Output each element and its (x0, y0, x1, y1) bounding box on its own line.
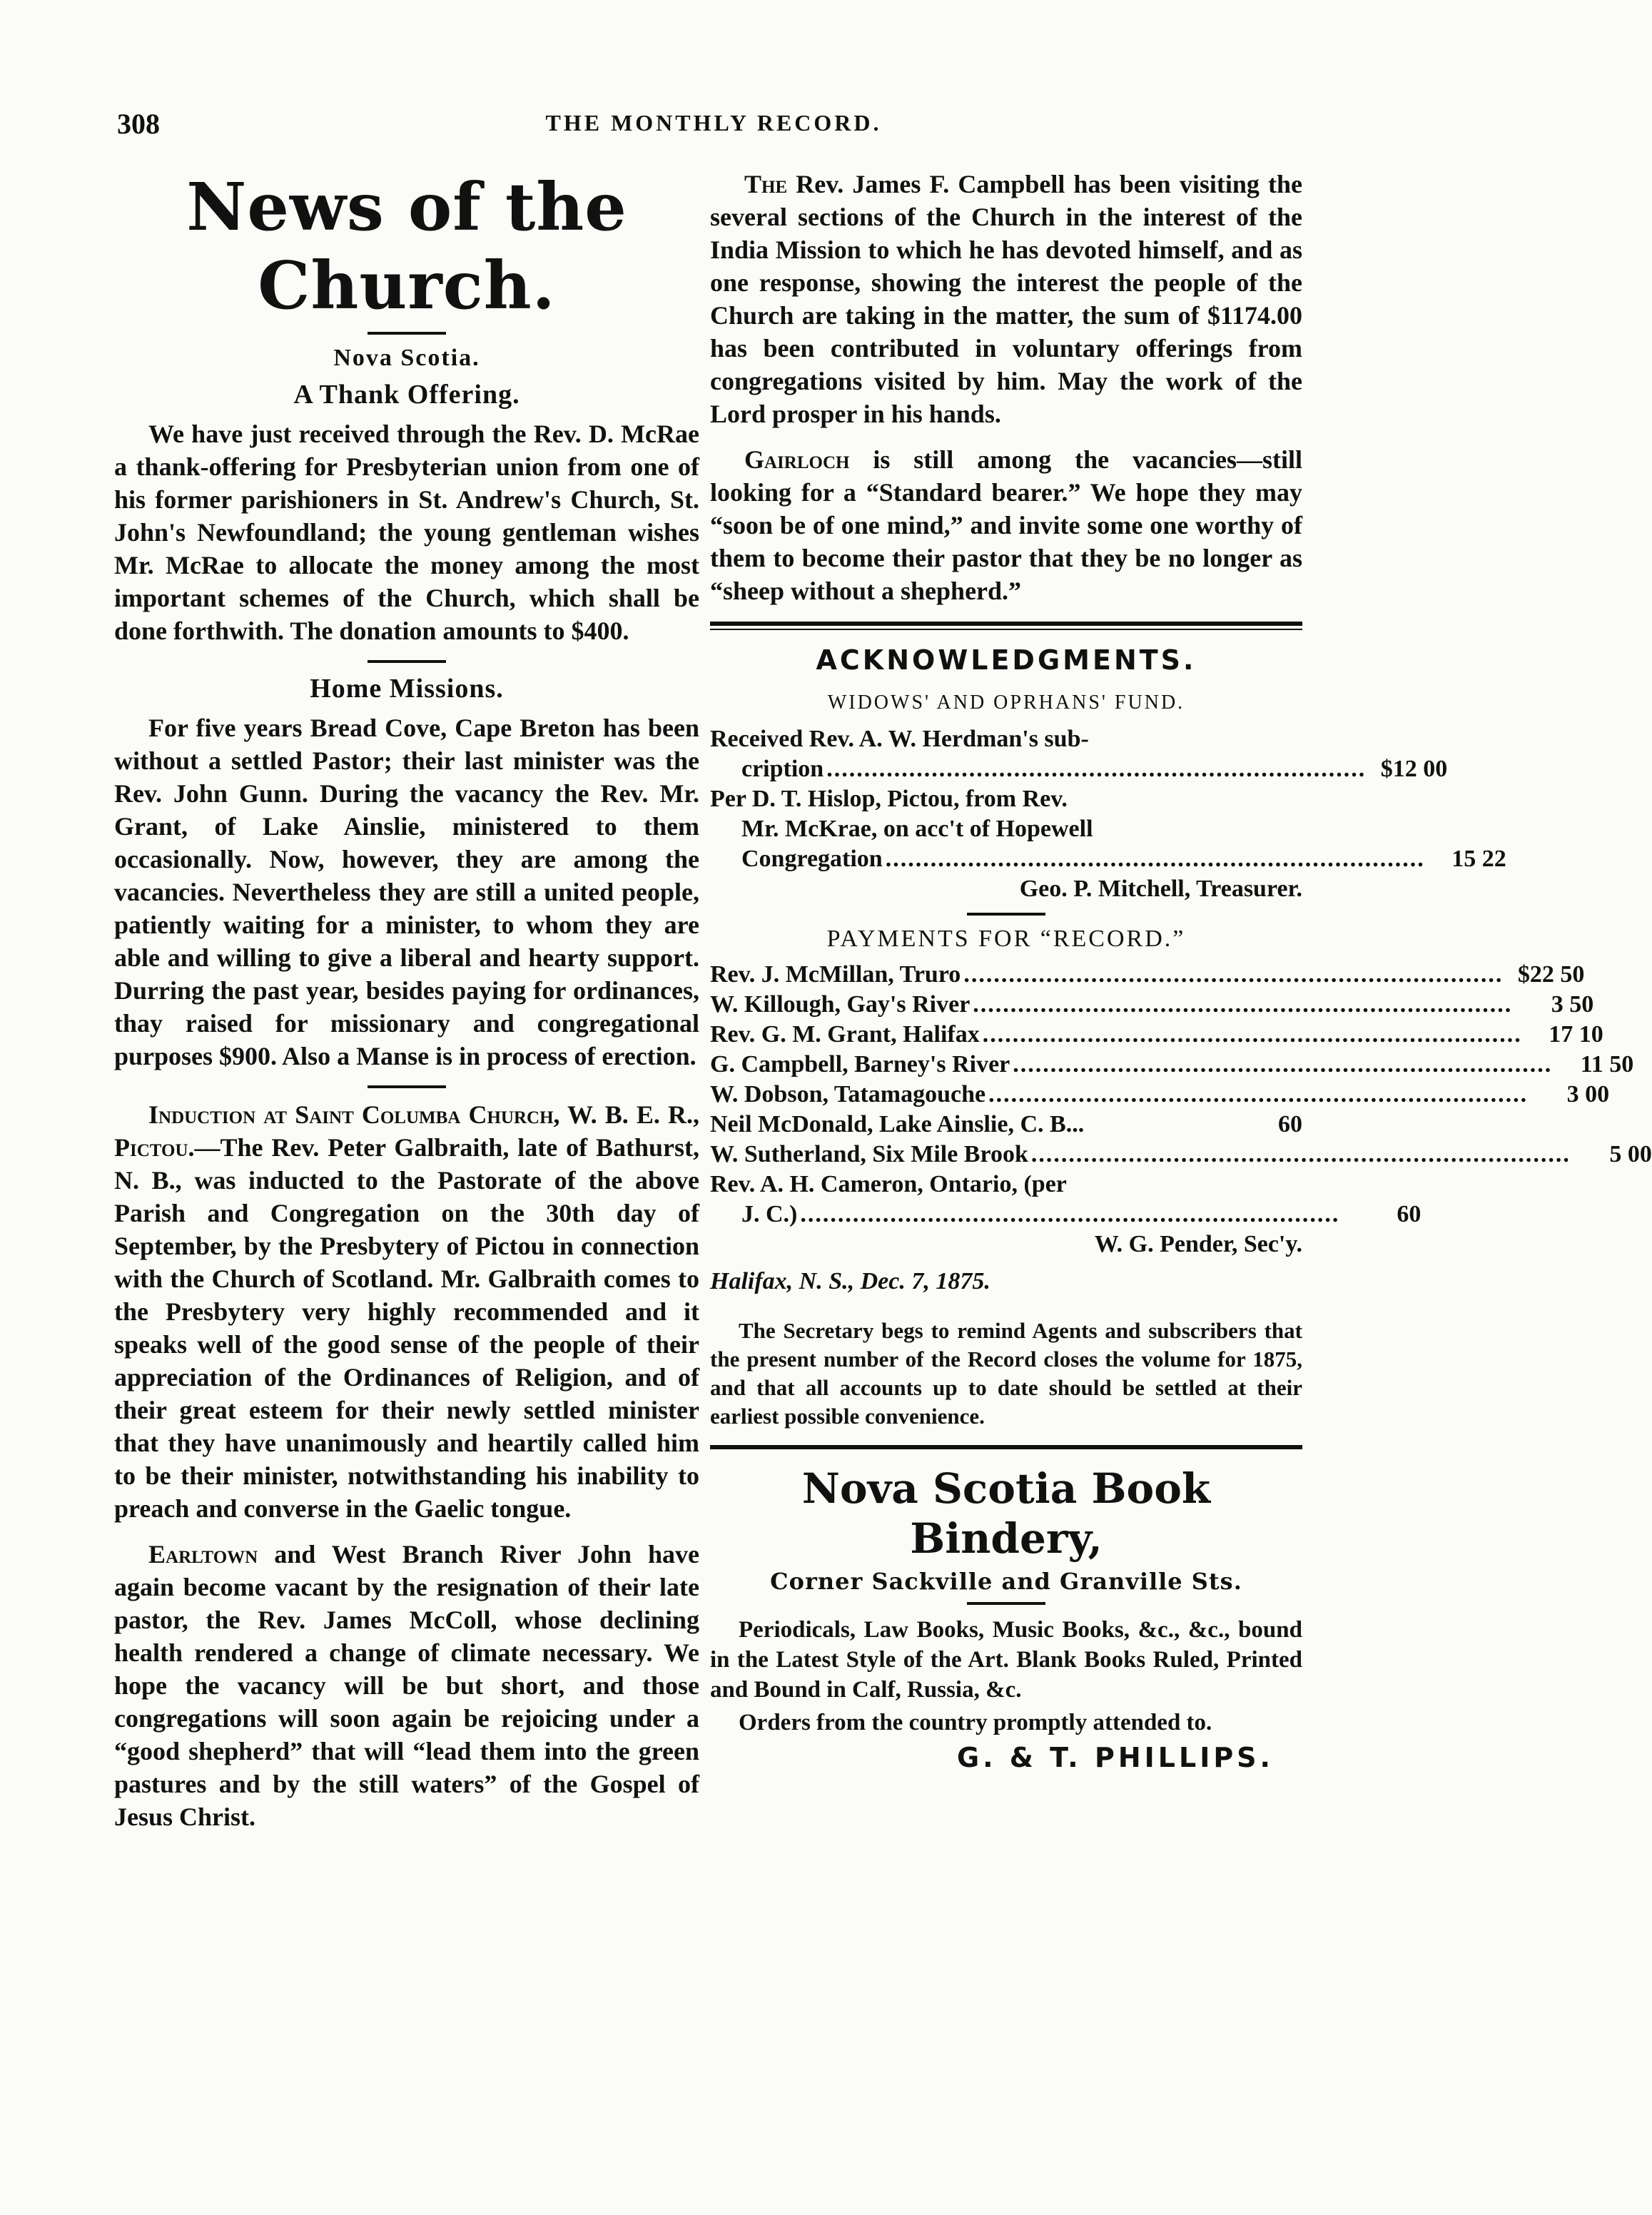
bindery-signature: G. & T. PHILLIPS. (956, 1742, 1274, 1773)
fund-entry-row (710, 754, 1448, 784)
leader-dots: ........................................................................ (988, 1081, 1529, 1108)
divider (967, 913, 1045, 916)
fund-title: WIDOWS' AND OPRHANS' FUND. (827, 691, 1185, 714)
leader-dots: ........................................................................ (973, 991, 1513, 1018)
bindery-services: Periodicals, Law Books, Music Books, &c., &c., bound in the Latest Style of the Art. Blank Books Ruled, Printed and Bound in Calf, Russia, &c. (710, 1617, 1302, 1703)
payment-row (710, 960, 1585, 990)
payment-amount: 60 (1278, 1111, 1302, 1137)
running-head (107, 107, 1320, 150)
leader-dots: ........................................................................ (1013, 1051, 1553, 1078)
payment-row (710, 1050, 1634, 1080)
payment-name: Rev. G. M. Grant, Halifax (710, 1021, 980, 1048)
home-missions-heading: Home Missions. (310, 674, 504, 704)
payment-row-cont (710, 1200, 1422, 1230)
divider (368, 1085, 446, 1088)
payment-amount: 3 00 (1566, 1081, 1610, 1108)
thank-offering-heading: A Thank Offering. (293, 380, 520, 410)
payment-amount: $22 50 (1517, 961, 1585, 988)
payment-row (710, 1110, 1302, 1140)
secretary-notice: The Secretary begs to remind Agents and subscribers that the present number of the Record closes the volume for 1875, and that all accounts up to date should be settled at their earliest possible convenience. (710, 1318, 1302, 1429)
fund-entry-label: cription (741, 756, 824, 782)
home-missions-text: For five years Bread Cove, Cape Breton has been without a settled Pastor; their last minister was the Rev. John Gunn. During the vacancy the Rev. Mr. Grant, of Lake Ainslie, ministered to them occasionally. Now, however, they are among the vacancies. Nevertheless they are still a united people, patiently waiting for a minister, to whom they are able and willing to give a liberal and hearty support. Durring the past year, besides paying for ordinances, thay raised for missionary and congregational purposes $900. Also a Manse is in process of erection. (114, 714, 699, 1070)
payment-row (710, 1080, 1610, 1110)
leader-dots: ........................................................................ (1030, 1141, 1571, 1167)
fund-entry-line: Received Rev. A. W. Herdman's sub- (710, 726, 1089, 752)
divider (710, 629, 1302, 630)
fund-entry (710, 784, 1506, 874)
gairloch-paragraph (710, 443, 1302, 607)
divider (368, 332, 446, 335)
earltown-paragraph (114, 1538, 699, 1833)
campbell-text: Rev. James F. Campbell has been visiting the several sections of the Church in the interest of the India Mission to which he has devoted himself, and as one response, showing the interest the people of the Church are taking in the matter, the sum of $1174.00 has been contributed in voluntary offerings from congregations visited by him. May the work of the Lord prosper in his hands. (710, 170, 1302, 428)
payment-row (710, 1020, 1603, 1050)
divider (967, 1602, 1045, 1605)
fund-entry-amount: $12 00 (1380, 756, 1448, 782)
leader-dots: ........................................................................ (826, 756, 1367, 782)
bindery-name: Nova Scotia Book Bindery, (801, 1464, 1211, 1563)
payment-name: W. Dobson, Tatamagouche (710, 1081, 986, 1108)
induction-text: —The Rev. Peter Galbraith, late of Bathurst, N. B., was inducted to the Pastorate of the above Parish and Congregation on the 30th day of September, by the Presbytery of Pictou in connection with the Church of Scotland. Mr. Galbraith comes to the Presbytery very highly recommended and it speaks well of the good sense of the people of their appreciation of the Ordinances of Religion, and of their great esteem for their newly settled minister that they have unanimously and heartily called him to be their minister, notwithstanding his inability to preach and converse in the Gaelic tongue. (114, 1133, 699, 1523)
payment-amount: 3 50 (1551, 991, 1594, 1018)
gairloch-text: is still among the vacancies—still looking for a “Standard bearer.” We hope they may “soon be of one mind,” and invite some one worthy of them to become their pastor that they be no longer as “sheep without a shepherd.” (710, 445, 1302, 605)
payment-amount: 5 00 (1609, 1141, 1652, 1167)
payment-amount: 11 50 (1580, 1051, 1634, 1078)
payment-row (710, 1170, 1422, 1230)
section-title: News of the Church. (186, 168, 627, 324)
fund-entry (710, 724, 1448, 784)
earltown-text: and West Branch River John have again become vacant by the resignation of their late pastor, the Rev. James McColl, whose declining health rendered a change of climate necessary. We hope the vacancy will be but short, and those congregations will soon again be rejoicing under a “good shepherd” that will “lead them into the green pastures and by the still waters” of the Gospel of Jesus Christ. (114, 1540, 699, 1831)
campbell-lead: The (744, 170, 788, 198)
earltown-lead: Earltown (148, 1540, 258, 1568)
fund-entry-row (710, 844, 1506, 874)
thank-offering-text: We have just received through the Rev. D. McRae a thank-offering for Presbyterian union from one of his former parishioners in St. Andrew's Church, St. John's Newfoundland; the young gentleman wishes Mr. McRae to allocate the money among the most important schemes of the Church, which shall be done forthwith. The donation amounts to $400. (114, 420, 699, 645)
treasurer-signature: Geo. P. Mitchell, Treasurer. (1019, 876, 1302, 902)
leader-dots: ........................................................................ (800, 1201, 1340, 1227)
payment-row (710, 990, 1594, 1020)
payment-name-cont: J. C.) (741, 1201, 798, 1227)
payment-name: W. Killough, Gay's River (710, 991, 971, 1018)
fund-entry-line: Mr. McKrae, on acc't of Hopewell (741, 816, 1093, 842)
payment-name: W. Sutherland, Six Mile Brook (710, 1141, 1028, 1167)
bindery-address: Corner Sackville and Granville Sts. (770, 1568, 1242, 1595)
leader-dots: ........................................................................ (885, 846, 1425, 872)
payments-title: PAYMENTS FOR “RECORD.” (826, 926, 1186, 952)
payment-amount: 60 (1397, 1201, 1422, 1227)
leader-dots: ........................................................................ (963, 961, 1504, 988)
fund-entry-label: Congregation (741, 846, 883, 872)
divider (368, 660, 446, 663)
page-number: 308 (117, 108, 160, 140)
payment-name: G. Campbell, Barney's River (710, 1051, 1010, 1078)
induction-paragraph (114, 1098, 699, 1525)
payment-name: Rev. A. H. Cameron, Ontario, (per (710, 1171, 1067, 1197)
fund-entry-amount: 15 22 (1451, 846, 1506, 872)
right-column (710, 168, 1652, 1773)
payment-name: Neil McDonald, Lake Ainslie, C. B... (710, 1111, 1085, 1137)
acknowledgments-title: ACKNOWLEDGMENTS. (816, 644, 1197, 676)
dateline: Halifax, N. S., Dec. 7, 1875. (710, 1268, 990, 1294)
campbell-paragraph (710, 168, 1302, 430)
payment-name: Rev. J. McMillan, Truro (710, 961, 961, 988)
bindery-orders: Orders from the country promptly attended to. (739, 1710, 1212, 1735)
journal-title: THE MONTHLY RECORD. (545, 110, 882, 136)
divider (710, 622, 1302, 626)
secretary-signature: W. G. Pender, Sec'y. (1094, 1231, 1302, 1257)
left-column (114, 168, 699, 1846)
payment-row (710, 1140, 1652, 1170)
gairloch-lead: Gairloch (744, 445, 850, 474)
induction-lead: Induction at Saint Columba Church, W. B. E. R., Pictou. (114, 1100, 699, 1162)
region-heading: Nova Scotia. (333, 345, 480, 371)
leader-dots: ........................................................................ (982, 1021, 1522, 1048)
payment-amount: 17 10 (1549, 1021, 1603, 1048)
fund-entry-line: Per D. T. Hislop, Pictou, from Rev. (710, 786, 1068, 812)
divider (710, 1445, 1302, 1449)
